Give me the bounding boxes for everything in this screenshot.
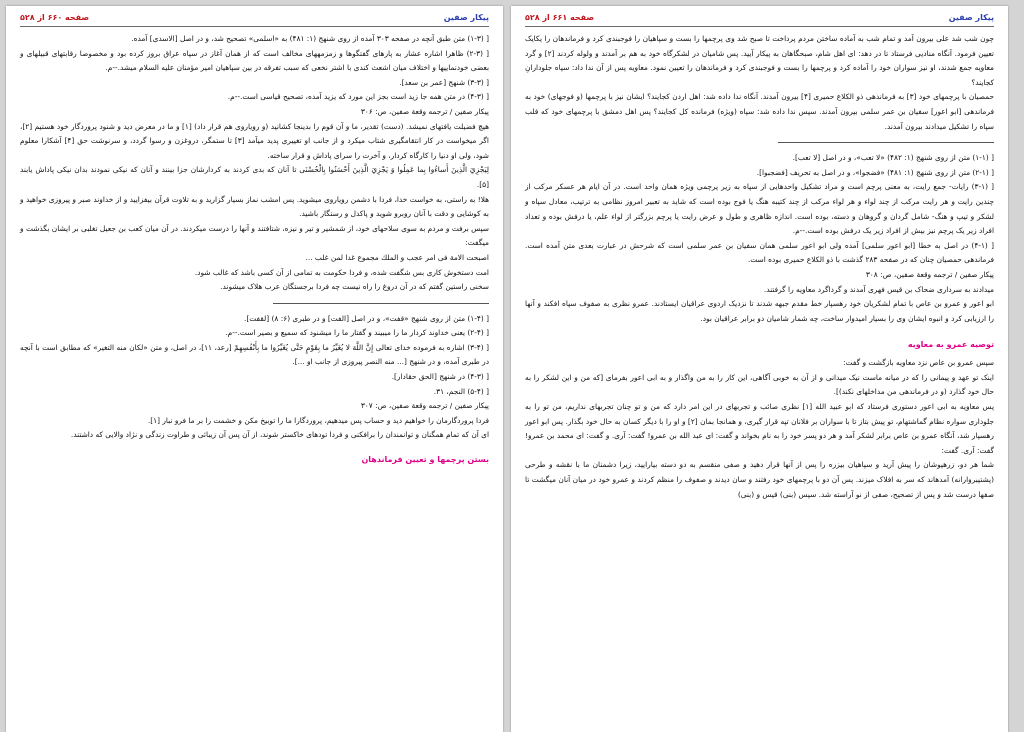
paragraph: حمصیان با پرچمهای خود [۳] به فرماندهی ذو الکلاع حمیری [۴] بیرون آمدند. آنگاه ندا داده شد: اهل اردن کجایند؟ ایشان نیز با پرچمها (و فوجهای) خود به فرماندهی [ابو اعور] سفیان بن عمر سلمی بیرون آمدند. سپس ندا داده شد: سپاه (ویژه) فرمانده کل کجایند؟ پس اهل دمشق با پرچمهای خود که قلب سپاه را تشکیل میدادند بیرون آمدند. xyxy=(525,92,995,131)
page-header xyxy=(20,12,489,27)
paragraph: پس معاویه به ابی اعور دستوری فرستاد که ابو عبید الله [۱] نظری صائب و تجربهای در این امر دارد که من و تو چنان تجربهای نداریم، من تو را به جلوداری سواره نظام گماشتهام، تو پیش بتاز تا با سواران بر فلانان تپه قرار گیری، و همانجا بمان [۲] و او را با دیگر کسان به حال خود بگذار. پس ابو اعور رهسپار شد، آنگاه عمرو بن عاص برابر لشکر آمد و هر دو پسر خود را به نام بخواند و گفت: ای عبد الله بن عمرو! گفت: آری. و گفت: ای محمد بن عمرو! گفت: آری. گفت: xyxy=(525,402,995,455)
paragraph: شما هر دو، زرهپوشان را پیش آرید و سپاهیان بیزره را پس از آنها قرار دهید و صفی منقسم به دو دسته بیارایید، زیرا دشمنان ما با نقشه و طرحی (پشتیبروارانه) آمدهاند که سر به افلاک میزند. پس آن دو با پرچمهای خود رفتند و سان دیدند و صفوف را منظم کردند و عمرو خود در میان آنان میگشت تا صفها درست شد و پس از تصحیح، صفی از نو آراسته شد. سپس (بنی) قیس و (بنی) xyxy=(525,460,994,499)
page-reference: پیکار صفین / ترجمه وقعة صفین، ص: ۳۰۷ xyxy=(360,401,489,411)
paragraph: سپس عمرو بن عاص نزد معاویه بازگشت و گفت: xyxy=(843,358,994,368)
paragraph: فردا پروردگارمان را خواهیم دید و حساب پس میدهیم، پروردگارا ما را توبیخ مکن و خشمت را بر ما فرو نبار [۱]. xyxy=(147,415,489,425)
footnote: [ (۲-۴) یعنی خداوند کردار ما را میبیند و گفتار ما را میشنود که سمیع و بصیر است.--م. xyxy=(225,328,489,338)
page-body xyxy=(20,32,489,469)
paragraph: سپس برفت و مردم به سوی سلاحهای خود، از شمشیر و تیر و نیزه، شتافتند و آنها را درست میکردند. در آن میان کعب بن جعیل تغلبی بر ایشان بگذشت و میگفت: xyxy=(20,223,489,248)
page-number: صفحه ۶۶۰ از ۵۲۸ xyxy=(20,13,90,22)
section-heading: بستن پرچمها و تعیین فرماندهان xyxy=(361,455,489,465)
footnote: [ (۳-۳) شنهج [عمر بن سعد]. xyxy=(399,77,489,87)
paragraph: میدادند به سرداری ضحاک بن قیس فهری آمدند و گرداگرد معاویه را گرفتند. xyxy=(763,284,994,294)
footnote: [ (۱-۳) متن طبق آنچه در صفحه ۳۰۳ آمده از روی شنهج (۱: ۴۸۱) به «اسلمی» تصحیح شد، و در اصل [الاسدی] آمده. xyxy=(131,34,489,43)
footnote: [ (۳-۱) رایات- جمع رایت، به معنی پرچم است و مراد تشکیل واحدهایی از سپاه به زیر پرچمی ویژه همان واحد است. در آن ایام هر عسکر مرکب از چندین رایت و هر رایت مرکب از چند لواء و هر لواء مرکب از چند کتیبه هنگ یا فوج بوده است که شاید به تعبیر امروز نظامی به ترتیب، معادل سپاه و لشکر و تیپ و هنگ- شامل گردان و گروهان و دسته، بوده است. اندازه ظاهری و طول و عرض رایت یا پرچم بزرگتر از لواء علم، یا درفش بوده و تعداد افراد زیر یک پرچم نیز بیش از افراد زیر یک درفش بوده است.--م. xyxy=(525,182,994,236)
book-title: پیکار صفین xyxy=(948,13,994,22)
page-body xyxy=(525,32,994,502)
footnote: [ (۴-۱) در اصل به خطا [ابو اعور سلمی] آمده ولی ابو اعور سلمی همان سفیان بن عمر سلمی است که شرحش در عبارت بعدی متن آمده است. فرماندهی حمصیان چنان که در صفحه ۲۸۳ گذشت با ذو الکلاع حمیری بوده است. xyxy=(525,240,994,265)
footnote: [ (۴-۳) در متن همه جا زید است بجز این مورد که یزید آمده، تصحیح قیاسی است.--م. xyxy=(227,92,489,102)
footnote: [ (۳-۴) اشاره به فرموده خدای تعالی إِنَّ اللَّهَ لا يُغَيِّرُ ما بِقَوْمٍ حَتَّى يُغَيِّرُوا ما بِأَنْفُسِهِمْ [رعد، ۱۱]، در اصل، و متن «لکان منه التغیر» که مطابق است با آنچه در طبری آمده، و در شنهج [... منه النصر پیروزی از جانب او ...]. xyxy=(20,342,490,367)
page-reference: پیکار صفین / ترجمه وقعة صفین، ص: ۳۰۶ xyxy=(360,106,489,116)
page-number: صفحه ۶۶۱ از ۵۲۸ xyxy=(525,13,595,22)
quran-verse: لِيَجْزِيَ الَّذِينَ أَساءُوا بِما عَمِلُوا وَ يَجْزِيَ الَّذِينَ أَحْسَنُوا بِالْحُسْنَى تا آنان که بدی کردند به کردارشان جزا بینند و آنان که نیکی نمودند بدان نیکی پاداش یابند [۵]. xyxy=(20,165,489,189)
footnote: [ (۲-۱) متن از روی شنهج (۱: ۴۸۱) «فضجوا»، و در اصل به تحریف [فضجبوا]. xyxy=(756,167,994,177)
paragraph: اینک تو عهد و پیمانی را که در میانه ماست نیک میدانی و از آن به خوبی آگاهی، این کار را به من واگذار و به ابی اعور بفرمای [که من و این لشکر را به حال خود گذارد (و در فرماندهی من مداخلهای نکند)]. xyxy=(525,372,994,397)
paragraph: ابو اعور و عمرو بن عاص با تمام لشکریان خود رهسپار خط مقدم جبهه شدند تا نزدیک اردوی عراقیان ایستادند. عمرو نظری به صفوف سپاه افکند و آنها را ارزیابی کرد و انبوه ایشان وی را بسیار امیدوار ساخت، چه شمار شامیان دو برابر عراقیان بود. xyxy=(525,299,994,323)
right-page xyxy=(511,6,1008,732)
paragraph: هلا! به راستی، به خواست خدا، فردا با دشمن رویاروی میشوید. پس امشب نماز بسیار گزارید و به تلاوت قرآن بیفزایید و از خداوند صبر و پیروزی خواهید و به کوشایی و دقت با آنان روبرو شوید و پاکدل و رستگار باشید. xyxy=(20,194,489,219)
poem-line: اصبحت الامة فی امر عجب و الملك مجموع غدا لمن غلب ... xyxy=(305,252,489,262)
footnote: [ (۲-۳) ظاهرا اشاره عشار به پارهای گفتگوها و زمزمههای مخالف است که از همان آغاز در سپاه عراق بروز کرده بود و مخصوصا رقابتهای قبیلهای و بعضی خودنماییها و اختلاف میان اشعث کندی با اشتر نخعی که سبب تفرقه در بین سپاهیان امیر مؤمنان علیه السلام میشد.--م. xyxy=(20,48,489,73)
page-header xyxy=(525,12,994,27)
footnote-separator xyxy=(778,142,994,143)
footnote: [ (۴-۳) در شنهج [الحق حقادار]. xyxy=(391,372,489,382)
footnote: [ (۱-۱) متن از روی شنهج (۱: ۴۸۲) «لا تعب»، و در اصل [لا تعب]. xyxy=(792,153,994,163)
section-heading: توصیه عمرو به معاویه xyxy=(907,340,994,350)
left-page xyxy=(6,6,503,732)
book-title: پیکار صفین xyxy=(443,13,489,22)
footnote-separator xyxy=(273,303,489,304)
footnote: [ (۱-۴) متن از روی شنهج «قفت»، و در اصل [الفت] و در طبری (۶: ۸) [لقفت]. xyxy=(244,313,489,323)
paragraph: ای آن که تمام همگنان و توانمندان را برافکنی و فردا تودهای خاکستر شوند، از آن پس آن زیبائی و طراوت زندگی و نژاد والایی که داشتند. xyxy=(70,430,489,440)
page-reference: پیکار صفین / ترجمه وقعة صفین، ص: ۳۰۸ xyxy=(865,269,994,279)
paragraph: هیچ فضیلت یافتهای نمیشد. (دست) تقدیر، ما و آن قوم را بدینجا کشانید (و رویاروی هم قرار داد) [۱] و ما در معرض دید و شنود پروردگار خود هستیم [۲]، اگر میخواست در کار انتقامگیری شتاب میکرد و از جانب او تغییری پدید میآمد [۳] تا ستمگر، دروغزن و رسوا گردد، و سرنوشت حق [۴] آشکارا معلوم شود، ولی او دنیا را کارگاه کردار، و آخرت را سرای پاداش و قرار ساخته. xyxy=(20,121,489,160)
paragraph: سخنی راستین گفتم که در آن دروغ را راه نیست چه فردا برجستگان عرب هلاک میشوند. xyxy=(220,282,489,292)
footnote: [ (۵-۴) النجم، ۳۱. xyxy=(433,386,489,396)
paragraph: امت دستخوش کاری بس شگفت شده، و فردا حکومت به تمامی از آن کسی باشد که غالب شود. xyxy=(194,267,489,277)
paragraph: چون شب شد علی بیرون آمد و تمام شب به آماده ساختن مردم پرداخت تا صبح شد وی پرچمها را بست و سپاهیان را فوجبندی کرد و فرماندهان را یکایک تعیین فرمود. آنگاه منادیی فرستاد تا در دهد: ای اهل شام، صبحگاهان به پیکار آیید. پس شامیان در لشکرگاه خود به هم بر آمدند و ولوله کردند [۲] و گرد معاویه جمع شدند، او نیز سواران خود را آماده کرد و پرچمها را بست و فوجبندی کرد و فرماندهان را تعیین نمود. معاویه پس از آن ندا داد: سپاه جلودارانِ کجایند؟ xyxy=(525,34,994,87)
